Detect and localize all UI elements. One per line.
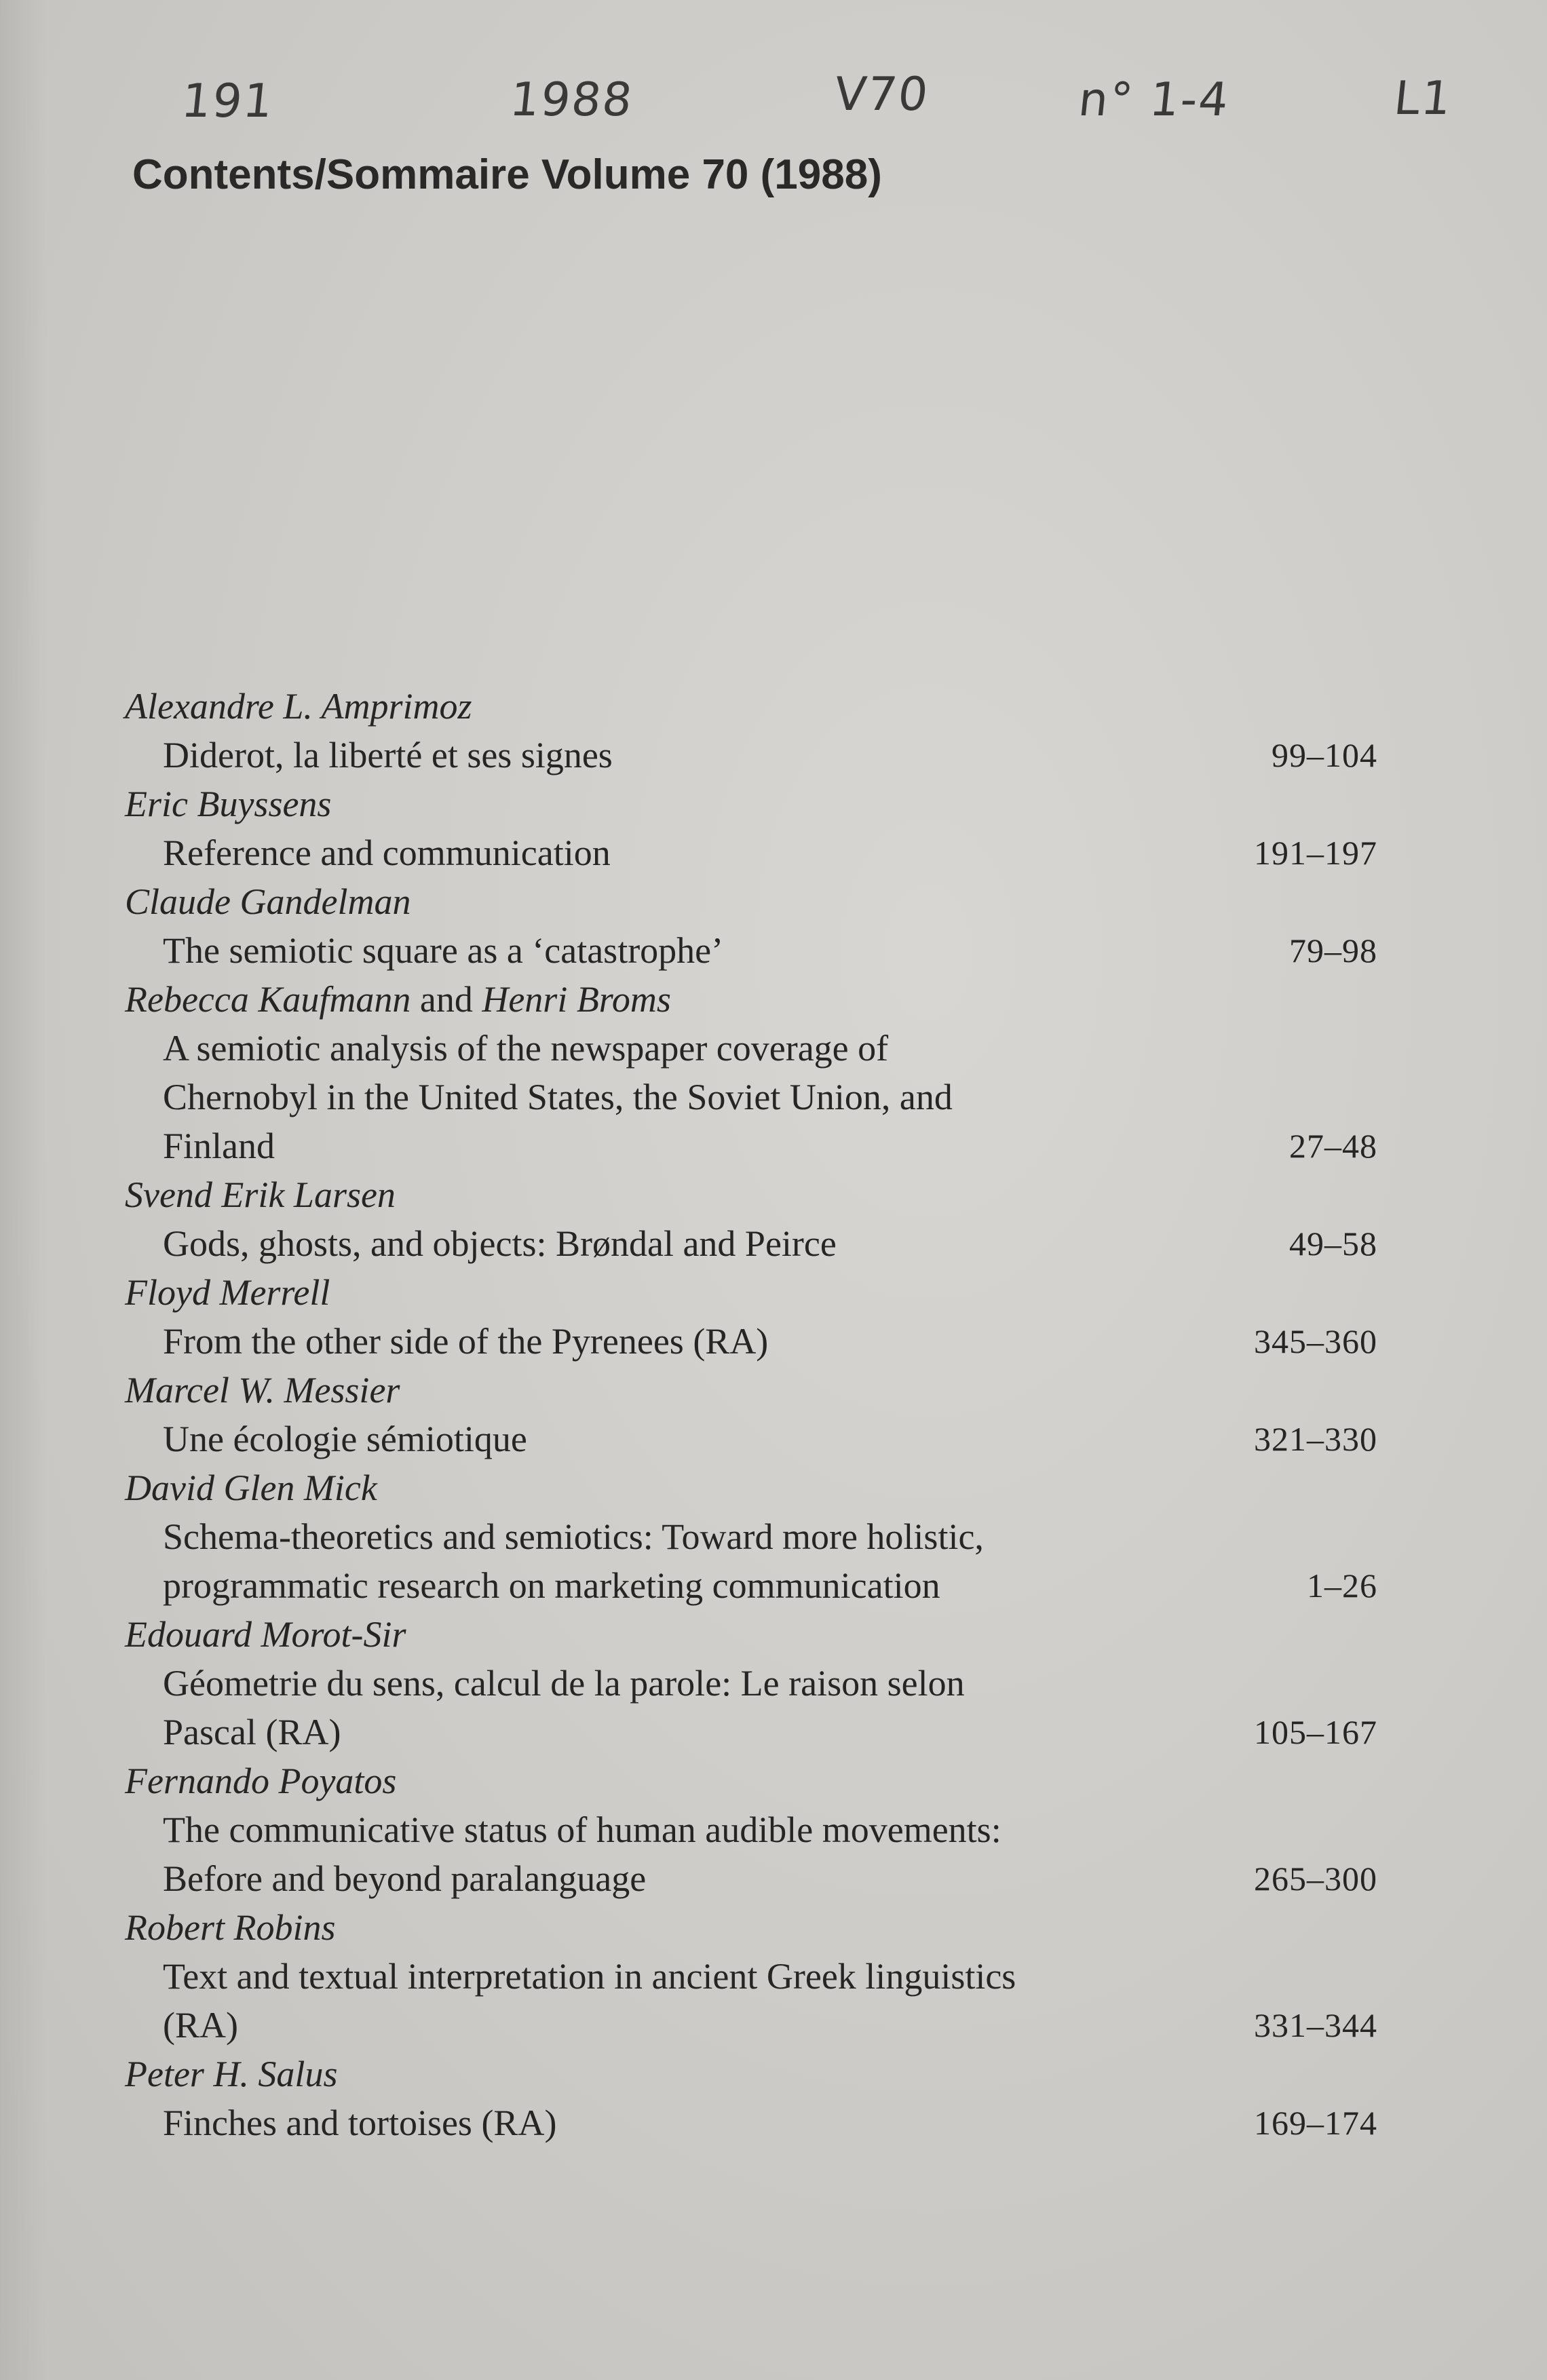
entry-author: Claude Gandelman (125, 881, 411, 922)
entry-author: Marcel W. Messier (125, 1370, 400, 1410)
toc-entry (122, 1268, 1377, 1366)
entry-article (122, 1219, 1377, 1268)
article-title-line: Géometrie du sens, calcul de la parole: Le raison selon (163, 1663, 965, 1704)
page-range: 331–344 (1254, 2006, 1377, 2044)
article-title-line: (RA) (163, 2005, 238, 2046)
entry-author: Svend Erik Larsen (125, 1174, 396, 1215)
article-title-line: Schema-theoretics and semiotics: Toward more holistic, (163, 1516, 984, 1557)
article-title-line: Before and beyond paralanguage (163, 1858, 647, 1899)
page-edge-shadow (0, 0, 47, 2380)
toc-entry (122, 877, 1377, 975)
entry-article (122, 1659, 1377, 1757)
toc-entry (122, 975, 1377, 1170)
page-range: 169–174 (1254, 2104, 1377, 2142)
annotation-year: 1988 (507, 73, 636, 127)
article-title-line: A semiotic analysis of the newspaper coverage of (163, 1028, 889, 1069)
article-title-line: The communicative status of human audible movements: (163, 1809, 1001, 1850)
entry-article (122, 1952, 1377, 2050)
toc-entry (122, 1170, 1377, 1268)
entry-article (122, 1317, 1377, 1366)
page-range: 1–26 (1307, 1567, 1377, 1605)
article-title-line: Finches and tortoises (RA) (163, 2103, 557, 2143)
article-title-line: Une écologie sémiotique (163, 1419, 527, 1459)
entry-author: Alexandre L. Amprimoz (125, 686, 472, 727)
table-of-contents (122, 682, 1377, 2147)
toc-entry (122, 1757, 1377, 1903)
annotation-call-number: 191 (178, 75, 277, 128)
entry-article (122, 2098, 1377, 2147)
article-title-line: Pascal (RA) (163, 1712, 341, 1752)
page-title: Contents/Sommaire Volume 70 (1988) (132, 151, 882, 198)
page-range: 79–98 (1289, 932, 1377, 970)
entry-article (122, 1024, 1377, 1170)
page-range: 49–58 (1289, 1225, 1377, 1263)
entry-author (122, 975, 1377, 1024)
entry-author: David Glen Mick (125, 1467, 377, 1508)
article-title-line: Text and textual interpretation in ancient Greek linguistics (163, 1956, 1016, 1997)
annotation-shelf: L1 (1391, 72, 1455, 126)
article-title-line: Reference and communication (163, 832, 611, 873)
entry-author: Peter H. Salus (125, 2054, 338, 2094)
entry-author: Eric Buyssens (125, 784, 332, 824)
entry-author: Robert Robins (125, 1907, 336, 1948)
handwritten-annotations (0, 68, 1547, 149)
toc-entry (122, 2050, 1377, 2147)
entry-article (122, 926, 1377, 975)
toc-entry (122, 780, 1377, 877)
page-range: 265–300 (1254, 1860, 1377, 1898)
annotation-issues: n° 1-4 (1075, 73, 1232, 127)
article-title-line: Gods, ghosts, and objects: Brøndal and Peirce (163, 1223, 837, 1264)
entry-article (122, 1512, 1377, 1610)
article-title-line: Chernobyl in the United States, the Soviet Union, and (163, 1077, 953, 1117)
toc-entry (122, 682, 1377, 780)
article-title-line: programmatic research on marketing communication (163, 1565, 940, 1606)
page-range: 99–104 (1272, 736, 1377, 774)
page-range: 105–167 (1254, 1713, 1377, 1751)
page-range: 27–48 (1289, 1127, 1377, 1165)
page-range: 345–360 (1254, 1322, 1377, 1360)
toc-entry (122, 1610, 1377, 1757)
article-title-line: Diderot, la liberté et ses signes (163, 735, 613, 775)
page-range: 321–330 (1254, 1420, 1377, 1458)
toc-entry (122, 1903, 1377, 2050)
author-conjunction: and (419, 979, 473, 1020)
entry-article (122, 1415, 1377, 1463)
article-title-line: From the other side of the Pyrenees (RA) (163, 1321, 769, 1362)
entry-author: Floyd Merrell (125, 1272, 330, 1313)
article-title-line: Finland (163, 1126, 275, 1166)
entry-author: Fernando Poyatos (125, 1761, 397, 1801)
toc-entry (122, 1463, 1377, 1610)
annotation-volume: V70 (831, 68, 932, 121)
entry-article (122, 731, 1377, 780)
entry-author: Edouard Morot-Sir (125, 1614, 406, 1655)
author-name: Henri Broms (482, 979, 671, 1020)
entry-article (122, 1805, 1377, 1903)
article-title-line: The semiotic square as a ‘catastrophe’ (163, 930, 724, 971)
author-name: Rebecca Kaufmann (125, 979, 411, 1020)
toc-entry (122, 1366, 1377, 1463)
page-range: 191–197 (1254, 834, 1377, 872)
entry-article (122, 828, 1377, 877)
